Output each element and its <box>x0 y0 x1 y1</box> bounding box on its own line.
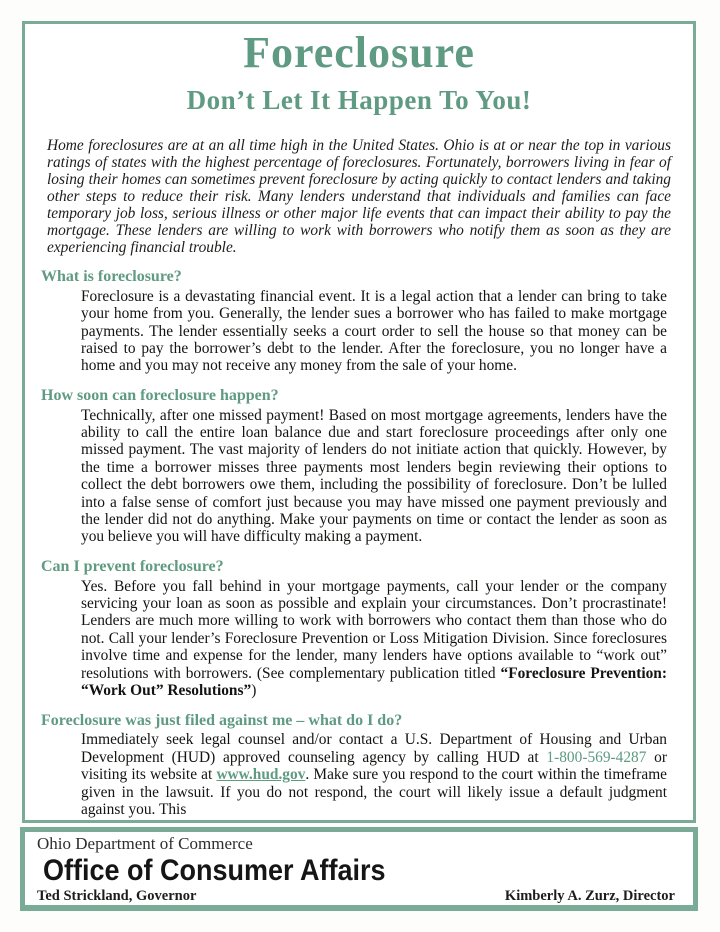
faq-section <box>25 713 693 819</box>
section-body <box>81 288 667 375</box>
bold-text: “Foreclosure Prevention: “Work Out” Resolutions” <box>81 664 667 700</box>
faq-section <box>25 388 693 546</box>
section-body <box>81 578 667 700</box>
office-name: Office of Consumer Affairs <box>43 853 386 887</box>
page-subtitle: Don’t Let It Happen To You! <box>186 85 532 115</box>
governor-name: Ted Strickland, Governor <box>37 888 197 905</box>
officials-row <box>37 888 693 905</box>
section-heading: Can I prevent foreclosure? <box>41 557 224 575</box>
director-name: Kimberly A. Zurz, Director <box>504 888 675 905</box>
body-text: Immediately seek legal counsel and/or contact a U.S. Department of Housing and Urban Development (HUD) approved counseling agency by calling HUD at <box>81 731 667 766</box>
page-title: Foreclosure <box>243 28 475 77</box>
content-frame <box>22 21 696 823</box>
faq-section <box>25 269 693 375</box>
hud-link[interactable]: www.hud.gov <box>216 766 306 784</box>
body-text: ) <box>251 682 257 700</box>
faq-section <box>25 559 693 700</box>
phone-number: 1-800-569-4287 <box>546 748 647 766</box>
body-text: Technically, after one missed payment! Based on most mortgage agreements, lenders have the ability to call the entire loan balance due and start foreclosure proceedings after only one missed payment. The vast majority of lenders do not initiate action that quickly. However, by the time a borrower misses three payments most lenders begin reviewing their options to collect the debt borrowers owe them, including the possibility of foreclosure. Don’t be lulled into a false sense of comfort just because you may have missed one payment previously and the lender did not do anything. Make your payments on time or contact the lender as soon as you believe you will have difficulty making a payment. <box>81 406 667 546</box>
body-text: . Make sure you respond to the court within the timeframe given in the lawsuit. If you do not respond, the court will likely issue a default judgment against you. This <box>81 766 667 818</box>
intro-paragraph: Home foreclosures are at an all time high in the United States. Ohio is at or near the top in various ratings of states with the highest percentage of foreclosures. Fortunately, borrowers living in fear of losing their homes can sometimes prevent foreclosure by acting quickly to contact lenders and taking other steps to reduce their risk. Many lenders understand that individuals and families can face temporary job loss, serious illness or other major life events that can impact their ability to pay the mortgage. These lenders are willing to work with borrowers who notify them as soon as they are experiencing financial trouble. <box>47 137 671 256</box>
sections-container <box>25 269 693 818</box>
body-text: Foreclosure is a devastating financial event. It is a legal action that a lender can bring to take your home from you. Generally, the lender sues a borrower who has failed to make mortgage payments. The lender essentially seeks a court order to sell the house so that money can be raised to pay the borrower’s debt to the lender. After the foreclosure, you no longer have a home and you may not receive any money from the sale of your home. <box>81 287 667 375</box>
footer-banner <box>20 827 698 911</box>
section-heading: Foreclosure was just filed against me – what do I do? <box>41 711 403 729</box>
section-heading: How soon can foreclosure happen? <box>41 386 279 404</box>
body-text: or visiting its website at <box>81 748 667 784</box>
agency-name: Ohio Department of Commerce <box>37 834 253 853</box>
section-heading: What is foreclosure? <box>41 268 182 285</box>
section-body <box>81 407 667 546</box>
section-body <box>81 731 667 818</box>
body-text: Yes. Before you fall behind in your mortgage payments, call your lender or the company servicing your loan as soon as possible and explain your circumstances. Don’t procrastinate! Lenders are much more willing to work with borrowers who contact them than those who do not. Call your lender’s Foreclosure Prevention or Loss Mitigation Division. Since foreclosures involve time and expense for the lender, many lenders have options available to “work out” resolutions with borrowers. (See complementary publication titled <box>81 577 667 682</box>
